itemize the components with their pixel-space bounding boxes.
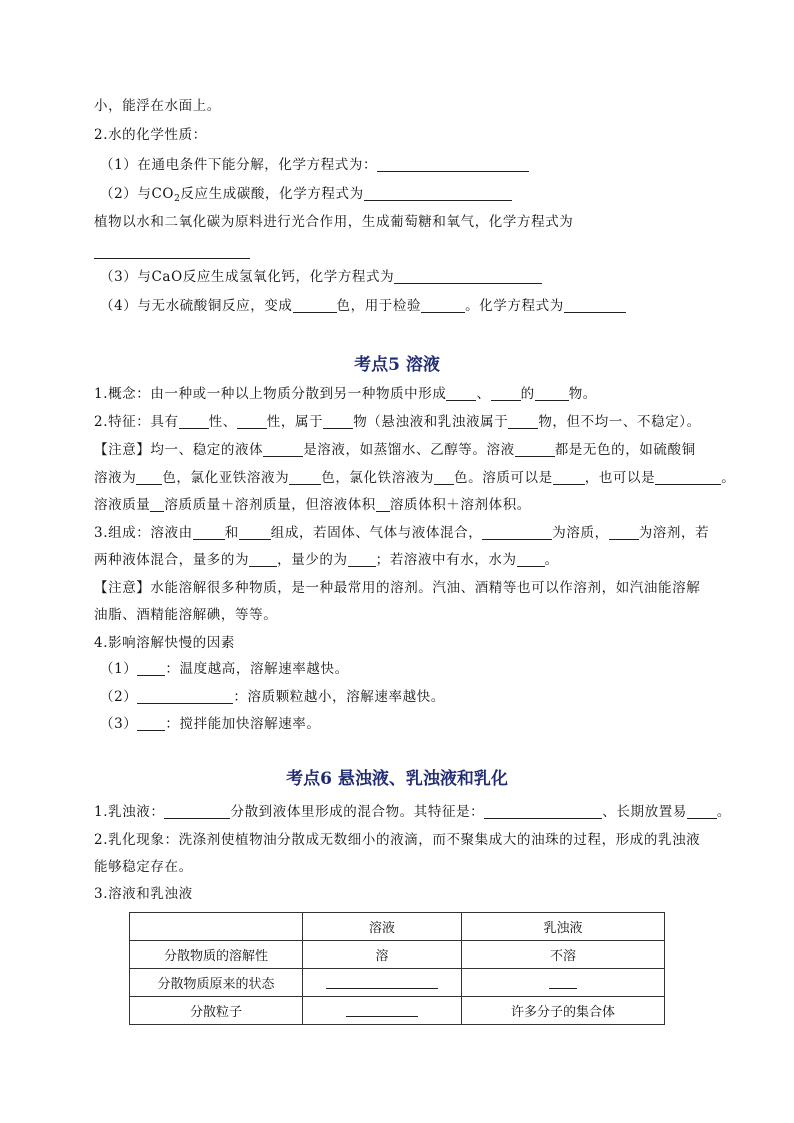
table-cell bbox=[303, 969, 462, 997]
answer-blank[interactable] bbox=[239, 525, 271, 540]
table-row bbox=[130, 941, 665, 969]
answer-blank[interactable] bbox=[150, 497, 164, 512]
text-line: 1.乳浊液： 分散到液体里形成的混合物。其特征是： 、长期放置易 。 bbox=[94, 804, 732, 820]
text-line: （2）与$CO_2$反应生成碳酸，化学方程式为 bbox=[100, 185, 512, 208]
answer-blank[interactable] bbox=[348, 552, 376, 567]
table-cell: 乳浊液 bbox=[462, 913, 665, 941]
table-row bbox=[130, 969, 665, 997]
answer-blank[interactable] bbox=[655, 470, 721, 485]
answer-blank[interactable] bbox=[179, 414, 209, 429]
text-line: （2） ：溶质颗粒越小，溶解速率越快。 bbox=[100, 689, 445, 705]
table-cell bbox=[462, 969, 665, 997]
answer-blank[interactable] bbox=[515, 442, 555, 457]
text-line: （3） ：搅拌能加快溶解速率。 bbox=[100, 716, 321, 732]
answer-blank[interactable] bbox=[549, 975, 577, 989]
answer-blank[interactable] bbox=[535, 386, 569, 401]
text-line: 溶液为 色，氯化亚铁溶液为 色，氯化铁溶液为 色。溶质可以是 ，也可以是 。 bbox=[94, 470, 736, 486]
text-line: 植物以水和二氧化碳为原料进行光合作用，生成葡萄糖和氧气，化学方程式为 bbox=[94, 214, 574, 230]
table-cell: 溶液 bbox=[303, 913, 462, 941]
answer-blank[interactable] bbox=[482, 525, 552, 540]
answer-blank[interactable] bbox=[293, 298, 337, 313]
answer-blank[interactable] bbox=[364, 186, 512, 201]
text-line: 能够稳定存在。 bbox=[94, 859, 193, 875]
text-line: 3.溶液和乳浊液 bbox=[94, 886, 193, 902]
text-line: 2.水的化学性质： bbox=[94, 127, 207, 143]
text-line: 两种液体混合，量多的为 ，量少的为 ；若溶液中有水，水为 。 bbox=[94, 552, 559, 568]
text-line: 【注意】水能溶解很多种物质，是一种最常用的溶剂。汽油、酒精等也可以作溶剂，如汽油能溶解 bbox=[94, 580, 701, 596]
table-cell: 许多分子的集合体 bbox=[462, 997, 665, 1025]
answer-blank[interactable] bbox=[326, 975, 438, 989]
answer-blank[interactable] bbox=[484, 804, 602, 819]
text-line: 2.乳化现象：洗涤剂使植物油分散成无数细小的液滴，而不聚集成大的油珠的过程，形成的乳浊液 bbox=[94, 832, 701, 848]
answer-blank[interactable] bbox=[377, 157, 529, 172]
text-line: 4.影响溶解快慢的因素 bbox=[94, 635, 235, 651]
table-cell: 分散物质的溶解性 bbox=[130, 941, 303, 969]
answer-blank[interactable] bbox=[193, 525, 225, 540]
table-cell: 分散物质原来的状态 bbox=[130, 969, 303, 997]
section-heading: 考点6 悬浊液、乳浊液和乳化 bbox=[286, 769, 508, 789]
text-line: 2.特征：具有 性、 性，属于 物（悬浊液和乳浊液属于 物，但不均一、不稳定）。 bbox=[94, 414, 701, 430]
answer-blank[interactable] bbox=[376, 497, 390, 512]
answer-blank[interactable] bbox=[394, 269, 542, 284]
answer-blank[interactable] bbox=[137, 716, 165, 731]
answer-blank[interactable] bbox=[137, 661, 165, 676]
answer-blank[interactable] bbox=[137, 689, 233, 704]
text-line: 溶液质量 溶质质量＋溶剂质量，但溶液体积 溶质体积＋溶剂体积。 bbox=[94, 497, 531, 513]
text-line: 1.概念：由一种或一种以上物质分散到另一种物质中形成 、 的 物。 bbox=[94, 386, 597, 402]
text-line: 小，能浮在水面上。 bbox=[94, 98, 221, 114]
answer-blank[interactable] bbox=[421, 298, 465, 313]
text-line: （4）与无水硫酸铜反应，变成 色，用于检验 。化学方程式为 bbox=[100, 297, 626, 315]
answer-blank[interactable] bbox=[687, 804, 717, 819]
answer-blank[interactable] bbox=[346, 1003, 418, 1017]
table-header-row bbox=[130, 913, 665, 941]
table-cell bbox=[303, 997, 462, 1025]
answer-blank[interactable] bbox=[609, 525, 639, 540]
answer-blank[interactable] bbox=[446, 386, 476, 401]
answer-blank[interactable] bbox=[136, 470, 162, 485]
text-line: 【注意】均一、稳定的液体 是溶液，如蒸馏水、乙醇等。溶液 都是无色的，如硫酸铜 bbox=[94, 442, 696, 458]
answer-blank[interactable] bbox=[164, 804, 230, 819]
table-cell: 不溶 bbox=[462, 941, 665, 969]
answer-blank[interactable] bbox=[434, 470, 454, 485]
text-line: （3）与CaO反应生成氢氧化钙，化学方程式为 bbox=[100, 268, 542, 286]
answer-blank[interactable] bbox=[517, 552, 545, 567]
table-row bbox=[130, 997, 665, 1025]
text-line: 3.组成：溶液由 和 组成，若固体、气体与液体混合， 为溶质， 为溶剂，若 bbox=[94, 525, 710, 541]
answer-blank[interactable] bbox=[553, 470, 585, 485]
answer-blank[interactable] bbox=[323, 414, 353, 429]
answer-blank[interactable] bbox=[564, 298, 626, 313]
answer-blank[interactable] bbox=[249, 552, 277, 567]
text-line bbox=[94, 243, 250, 261]
table-cell: 分散粒子 bbox=[130, 997, 303, 1025]
comparison-table bbox=[129, 912, 665, 1025]
answer-blank[interactable] bbox=[508, 414, 538, 429]
text-line: （1）在通电条件下能分解，化学方程式为： bbox=[100, 156, 529, 174]
answer-blank[interactable] bbox=[94, 244, 250, 259]
section-heading: 考点5 溶液 bbox=[354, 355, 440, 375]
text-line: 油脂、酒精能溶解碘，等等。 bbox=[94, 607, 278, 623]
answer-blank[interactable] bbox=[289, 470, 321, 485]
answer-blank[interactable] bbox=[237, 414, 267, 429]
table-cell: 溶 bbox=[303, 941, 462, 969]
text-line: （1） ：温度越高，溶解速率越快。 bbox=[100, 661, 349, 677]
table-cell bbox=[130, 913, 303, 941]
answer-blank[interactable] bbox=[263, 442, 303, 457]
answer-blank[interactable] bbox=[491, 386, 521, 401]
